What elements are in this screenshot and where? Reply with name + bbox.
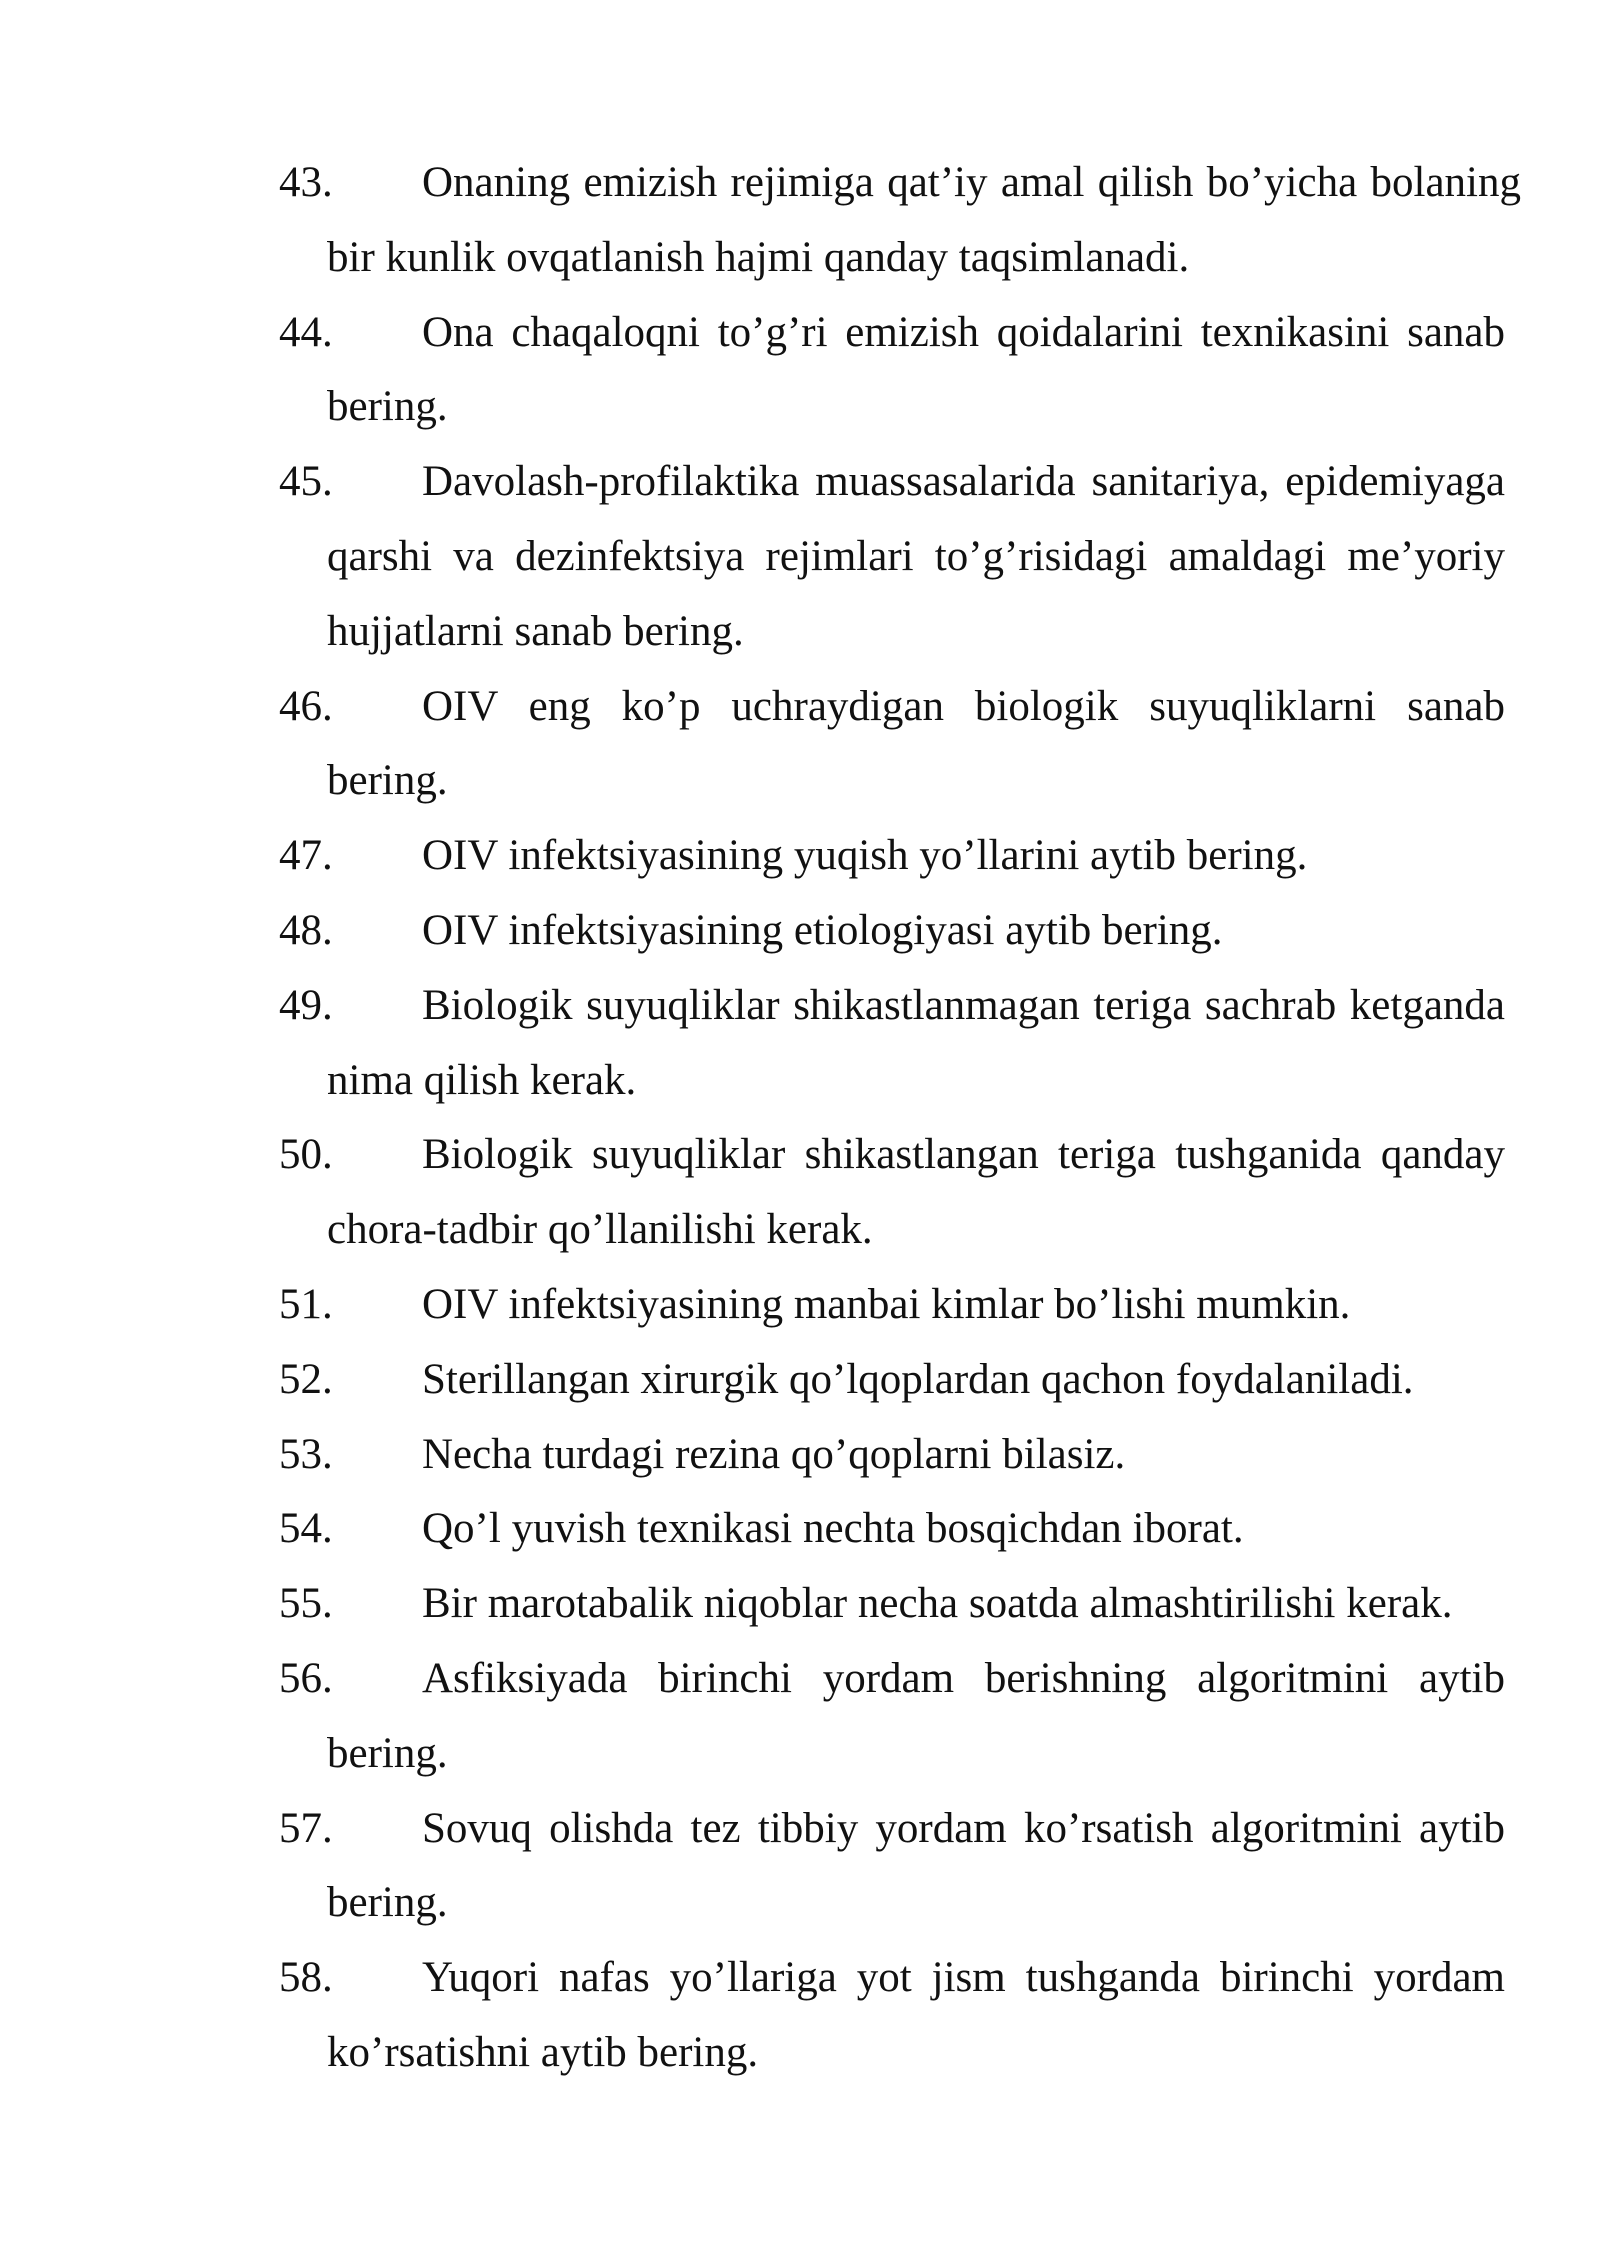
question-text: Ona chaqaloqni to’g’ri emizish qoidalarini texnikasini sanab bering.: [327, 308, 1505, 431]
question-text: OIV infektsiyasining etiologiyasi aytib bering.: [422, 906, 1223, 954]
question-number: 57.: [279, 1804, 333, 1852]
question-number: 46.: [279, 682, 333, 730]
question-item: [279, 146, 1521, 296]
question-text: Qo’l yuvish texnikasi nechta bosqichdan iborat.: [422, 1505, 1244, 1553]
question-number: 47.: [279, 832, 333, 880]
question-text: Yuqori nafas yo’llariga yot jism tushganda birinchi yordam ko’rsatishni aytib bering.: [327, 1954, 1505, 2076]
question-number: 43.: [279, 159, 333, 206]
question-item: [279, 1642, 1505, 1792]
question-item: [279, 1941, 1505, 2091]
question-number: 53.: [279, 1430, 333, 1478]
question-number: 48.: [279, 906, 333, 954]
question-item: [279, 1268, 1505, 1343]
question-item: [279, 670, 1505, 820]
question-text: Biologik suyuqliklar shikastlangan teriga tushganida qanday chora-tadbir qo’llanilishi kerak.: [327, 1131, 1505, 1254]
question-text: Biologik suyuqliklar shikastlanmagan teriga sachrab ketganda nima qilish kerak.: [327, 981, 1505, 1104]
question-text: OIV infektsiyasining manbai kimlar bo’lishi mumkin.: [422, 1280, 1351, 1328]
question-text: Necha turdagi rezina qo’qoplarni bilasiz.: [422, 1430, 1126, 1478]
question-item: [279, 296, 1505, 446]
question-list: [279, 146, 1521, 2091]
question-item: [279, 1792, 1505, 1942]
question-number: 50.: [279, 1131, 333, 1179]
question-text: Sovuq olishda tez tibbiy yordam ko’rsatish algoritmini aytib bering.: [327, 1804, 1505, 1927]
question-item: [279, 819, 1505, 894]
question-item: [279, 1343, 1505, 1418]
question-item: [279, 1567, 1505, 1642]
question-text: OIV infektsiyasining yuqish yo’llarini aytib bering.: [422, 832, 1308, 880]
question-item: [279, 445, 1505, 669]
question-number: 55.: [279, 1580, 333, 1628]
question-number: 54.: [279, 1505, 333, 1553]
question-text: OIV eng ko’p uchraydigan biologik suyuqliklarni sanab bering.: [327, 682, 1505, 805]
question-number: 49.: [279, 981, 333, 1029]
question-item: [279, 1418, 1505, 1493]
question-text: Onaning emizish rejimiga qat’iy amal qilish bo’yicha bolaning bir kunlik ovqatlanish hajmi qanday taqsimlanadi.: [327, 159, 1521, 281]
question-number: 56.: [279, 1654, 333, 1702]
question-text: Asfiksiyada birinchi yordam berishning algoritmini aytib bering.: [327, 1654, 1505, 1777]
question-text: Sterillangan xirurgik qo’lqoplardan qachon foydalaniladi.: [422, 1355, 1414, 1403]
question-number: 45.: [279, 458, 333, 506]
question-item: [279, 1118, 1505, 1268]
question-text: Bir marotabalik niqoblar necha soatda almashtirilishi kerak.: [422, 1580, 1453, 1628]
question-item: [279, 894, 1505, 969]
question-item: [279, 1492, 1505, 1567]
question-number: 44.: [279, 308, 333, 356]
question-text: Davolash-profilaktika muassasalarida sanitariya, epidemiyaga qarshi va dezinfektsiya rejimlari to’g’risidagi amaldagi me’yoriy hujjatlarni sanab bering.: [327, 458, 1505, 655]
question-item: [279, 969, 1505, 1119]
question-number: 52.: [279, 1355, 333, 1403]
question-number: 58.: [279, 1954, 333, 2002]
question-number: 51.: [279, 1280, 333, 1328]
